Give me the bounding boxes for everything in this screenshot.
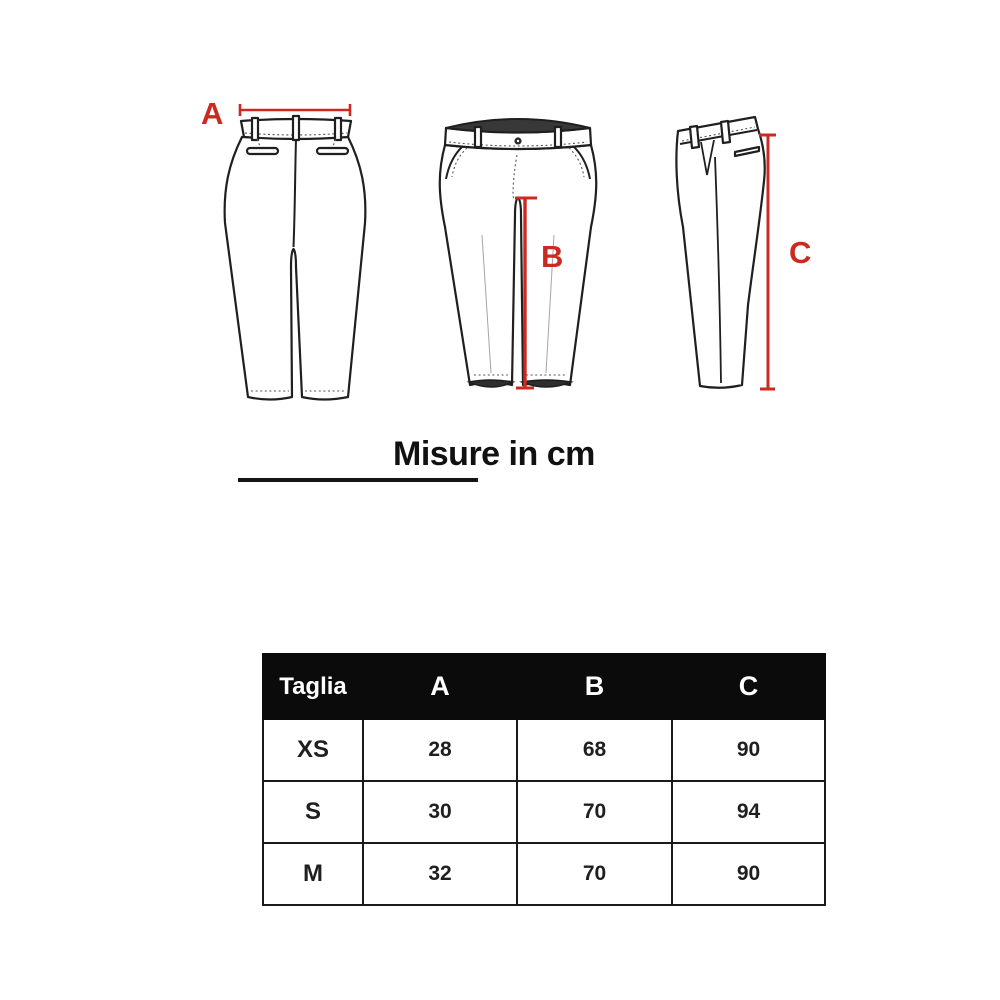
belt-loop xyxy=(721,121,730,143)
cell-value-c: 90 xyxy=(672,843,825,905)
size-table xyxy=(262,653,826,906)
back-pocket-welt xyxy=(247,148,278,154)
measure-label-a: A xyxy=(201,96,224,131)
pants-back-view-drawing xyxy=(195,95,385,410)
header-cell-b: B xyxy=(517,654,672,719)
pants-front-body xyxy=(440,145,597,385)
cell-value-b: 70 xyxy=(517,843,672,905)
belt-loop xyxy=(475,127,481,147)
header-cell-taglia: Taglia xyxy=(263,654,363,719)
table-row xyxy=(263,781,825,843)
cell-value-c: 90 xyxy=(672,719,825,781)
measure-label-c: C xyxy=(789,235,812,270)
waist-button-hole xyxy=(517,140,519,142)
cell-value-a: 32 xyxy=(363,843,517,905)
belt-loop xyxy=(555,127,561,147)
cell-value-c: 94 xyxy=(672,781,825,843)
header-cell-a: A xyxy=(363,654,517,719)
hem-opening xyxy=(469,380,513,387)
hem-opening xyxy=(522,380,571,387)
page-title: Misure in cm xyxy=(393,435,595,473)
title-underline xyxy=(238,478,478,482)
cell-value-b: 70 xyxy=(517,781,672,843)
table-row xyxy=(263,719,825,781)
belt-loop xyxy=(335,118,341,140)
header-cell-c: C xyxy=(672,654,825,719)
cell-size-name: M xyxy=(263,843,363,905)
belt-loop xyxy=(293,116,299,140)
cell-value-a: 28 xyxy=(363,719,517,781)
cell-size-name: S xyxy=(263,781,363,843)
table-row xyxy=(263,843,825,905)
table-header-row xyxy=(263,654,825,719)
cell-value-a: 30 xyxy=(363,781,517,843)
cell-value-b: 68 xyxy=(517,719,672,781)
belt-loop xyxy=(690,126,699,148)
belt-loop xyxy=(252,118,258,140)
pants-front-view-drawing xyxy=(425,95,625,410)
cell-size-name: XS xyxy=(263,719,363,781)
measure-arrow-a xyxy=(240,104,350,116)
waistband-inner-shadow xyxy=(446,119,590,133)
measure-label-b: B xyxy=(541,239,564,274)
back-pocket-welt xyxy=(317,148,348,154)
